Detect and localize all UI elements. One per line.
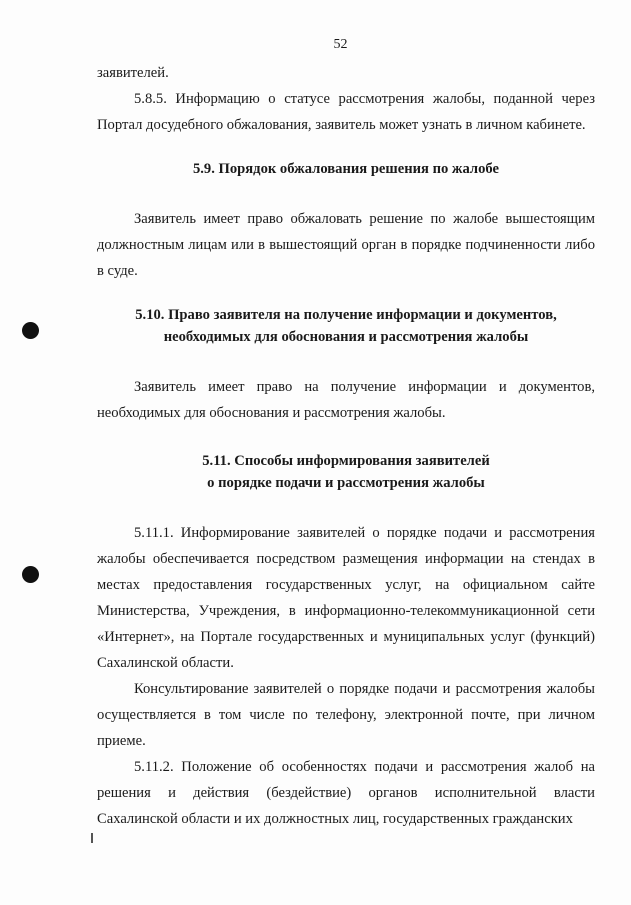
heading-5-9: 5.9. Порядок обжалования решения по жалобе	[192, 161, 499, 177]
paragraph-5-11-1: 5.11.1. Информирование заявителей о порядке подачи и рассмотрения жалобы обеспечивается посредством размещения информации на стендах в местах предоставления государственных услуг, на официальном сайте Министерства, Учреждения, в информационно-телекоммуникационной сети «Интернет», на Портале государственных и муниципальных услуг (функций) Сахалинской области.	[97, 525, 595, 671]
scan-mark	[91, 833, 93, 843]
paragraph-continuation: заявителей.	[97, 65, 169, 81]
punch-hole-bottom	[22, 566, 39, 583]
heading-5-10-line2: необходимых для обоснования и рассмотрения жалобы	[163, 329, 529, 345]
heading-5-11-line1: 5.11. Способы информирования заявителей	[202, 453, 490, 469]
paragraph-appeal-right: Заявитель имеет право обжаловать решение по жалобе вышестоящим должностным лицам или в вышестоящий орган в порядке подчиненности либо в суде.	[97, 211, 595, 279]
heading-5-11-line2: о порядке подачи и рассмотрения жалобы	[207, 475, 485, 491]
page-number: 52	[333, 37, 348, 52]
heading-5-10	[97, 304, 595, 348]
punch-hole-top	[22, 322, 39, 339]
heading-5-10-line1: 5.10. Право заявителя на получение информации и документов,	[135, 307, 557, 323]
document-body	[97, 60, 595, 832]
paragraph-5-8-5: 5.8.5. Информацию о статусе рассмотрения жалобы, поданной через Портал досудебного обжалования, заявитель может узнать в личном кабинете.	[97, 91, 595, 133]
paragraph-info-right: Заявитель имеет право на получение информации и документов, необходимых для обоснования и рассмотрения жалобы.	[97, 379, 595, 421]
paragraph-consulting: Консультирование заявителей о порядке подачи и рассмотрения жалобы осуществляется в том числе по телефону, электронной почте, при личном приеме.	[97, 681, 595, 749]
paragraph-5-11-2: 5.11.2. Положение об особенностях подачи и рассмотрения жалоб на решения и действия (бездействие) органов исполнительной власти Сахалинской области и их должностных лиц, государственных гражданских	[97, 759, 595, 827]
heading-5-11	[97, 450, 595, 494]
